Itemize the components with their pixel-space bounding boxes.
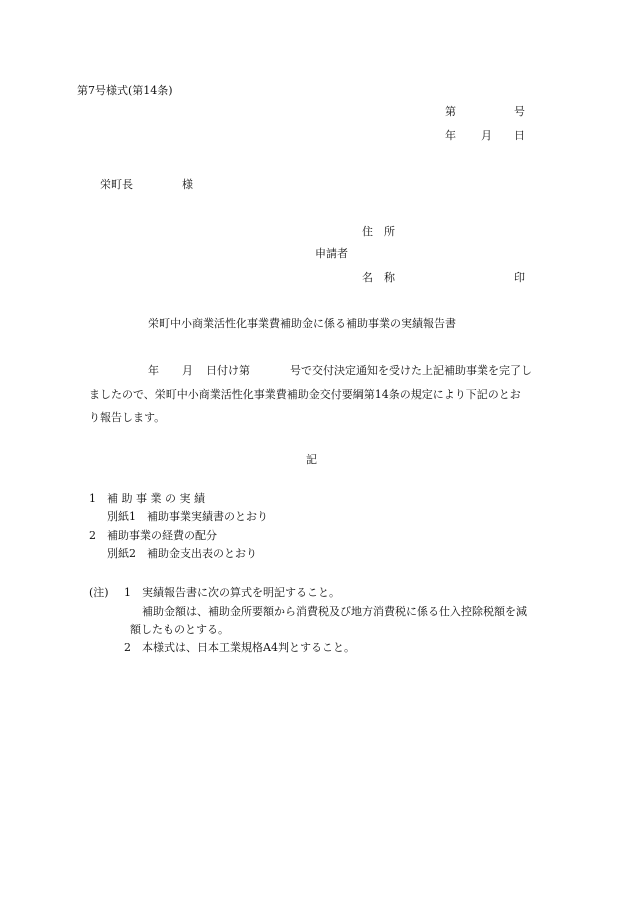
addressee-name: 栄町長 [100,178,133,191]
body-year: 年 [148,364,159,377]
ki-heading: 記 [306,453,317,466]
name-label: 名 称 [362,271,395,284]
item-2: 2 補助事業の経費の配分 [89,529,217,542]
applicant-label: 申請者 [315,247,348,260]
address-label: 住 所 [362,225,395,238]
date-day: 日 [514,129,525,142]
form-number: 第7号様式(第14条) [77,84,173,97]
body-line-2: ましたので、栄町中小商業活性化事業費補助金交付要綱第14条の規定により下記のとお [89,388,521,401]
item-2-sub: 別紙2 補助金支出表のとおり [107,547,257,560]
note-2-number: 2 [124,641,131,654]
item-1: 1 補 助 事 業 の 実 績 [89,492,205,505]
doc-number-dai: 第 [445,105,456,118]
document-title: 栄町中小商業活性化事業費補助金に係る補助事業の実績報告書 [148,317,456,330]
body-line-3: り報告します。 [89,411,166,424]
note-1-number: 1 [124,586,131,599]
note-1-text: 実績報告書に次の算式を明記すること。 [142,586,340,599]
seal-mark: 印 [514,271,525,284]
date-month: 月 [481,129,492,142]
addressee-sama: 様 [182,178,193,191]
notes-label: (注) [89,586,109,599]
body-day-dai: 日付け第 [206,364,250,377]
item-1-sub: 別紙1 補助事業実績書のとおり [107,510,268,523]
doc-number-go: 号 [514,105,525,118]
body-month: 月 [182,364,193,377]
note-2-text: 本様式は、日本工業規格A4判とすること。 [142,641,355,654]
note-1-detail-1: 補助金額は、補助金所要額から消費税及び地方消費税に係る仕入控除税額を減 [142,605,527,618]
note-1-detail-2: 額したものとする。 [130,623,229,636]
body-line-1: 号で交付決定通知を受けた上記補助事業を完了し [290,364,532,377]
date-year: 年 [445,129,456,142]
